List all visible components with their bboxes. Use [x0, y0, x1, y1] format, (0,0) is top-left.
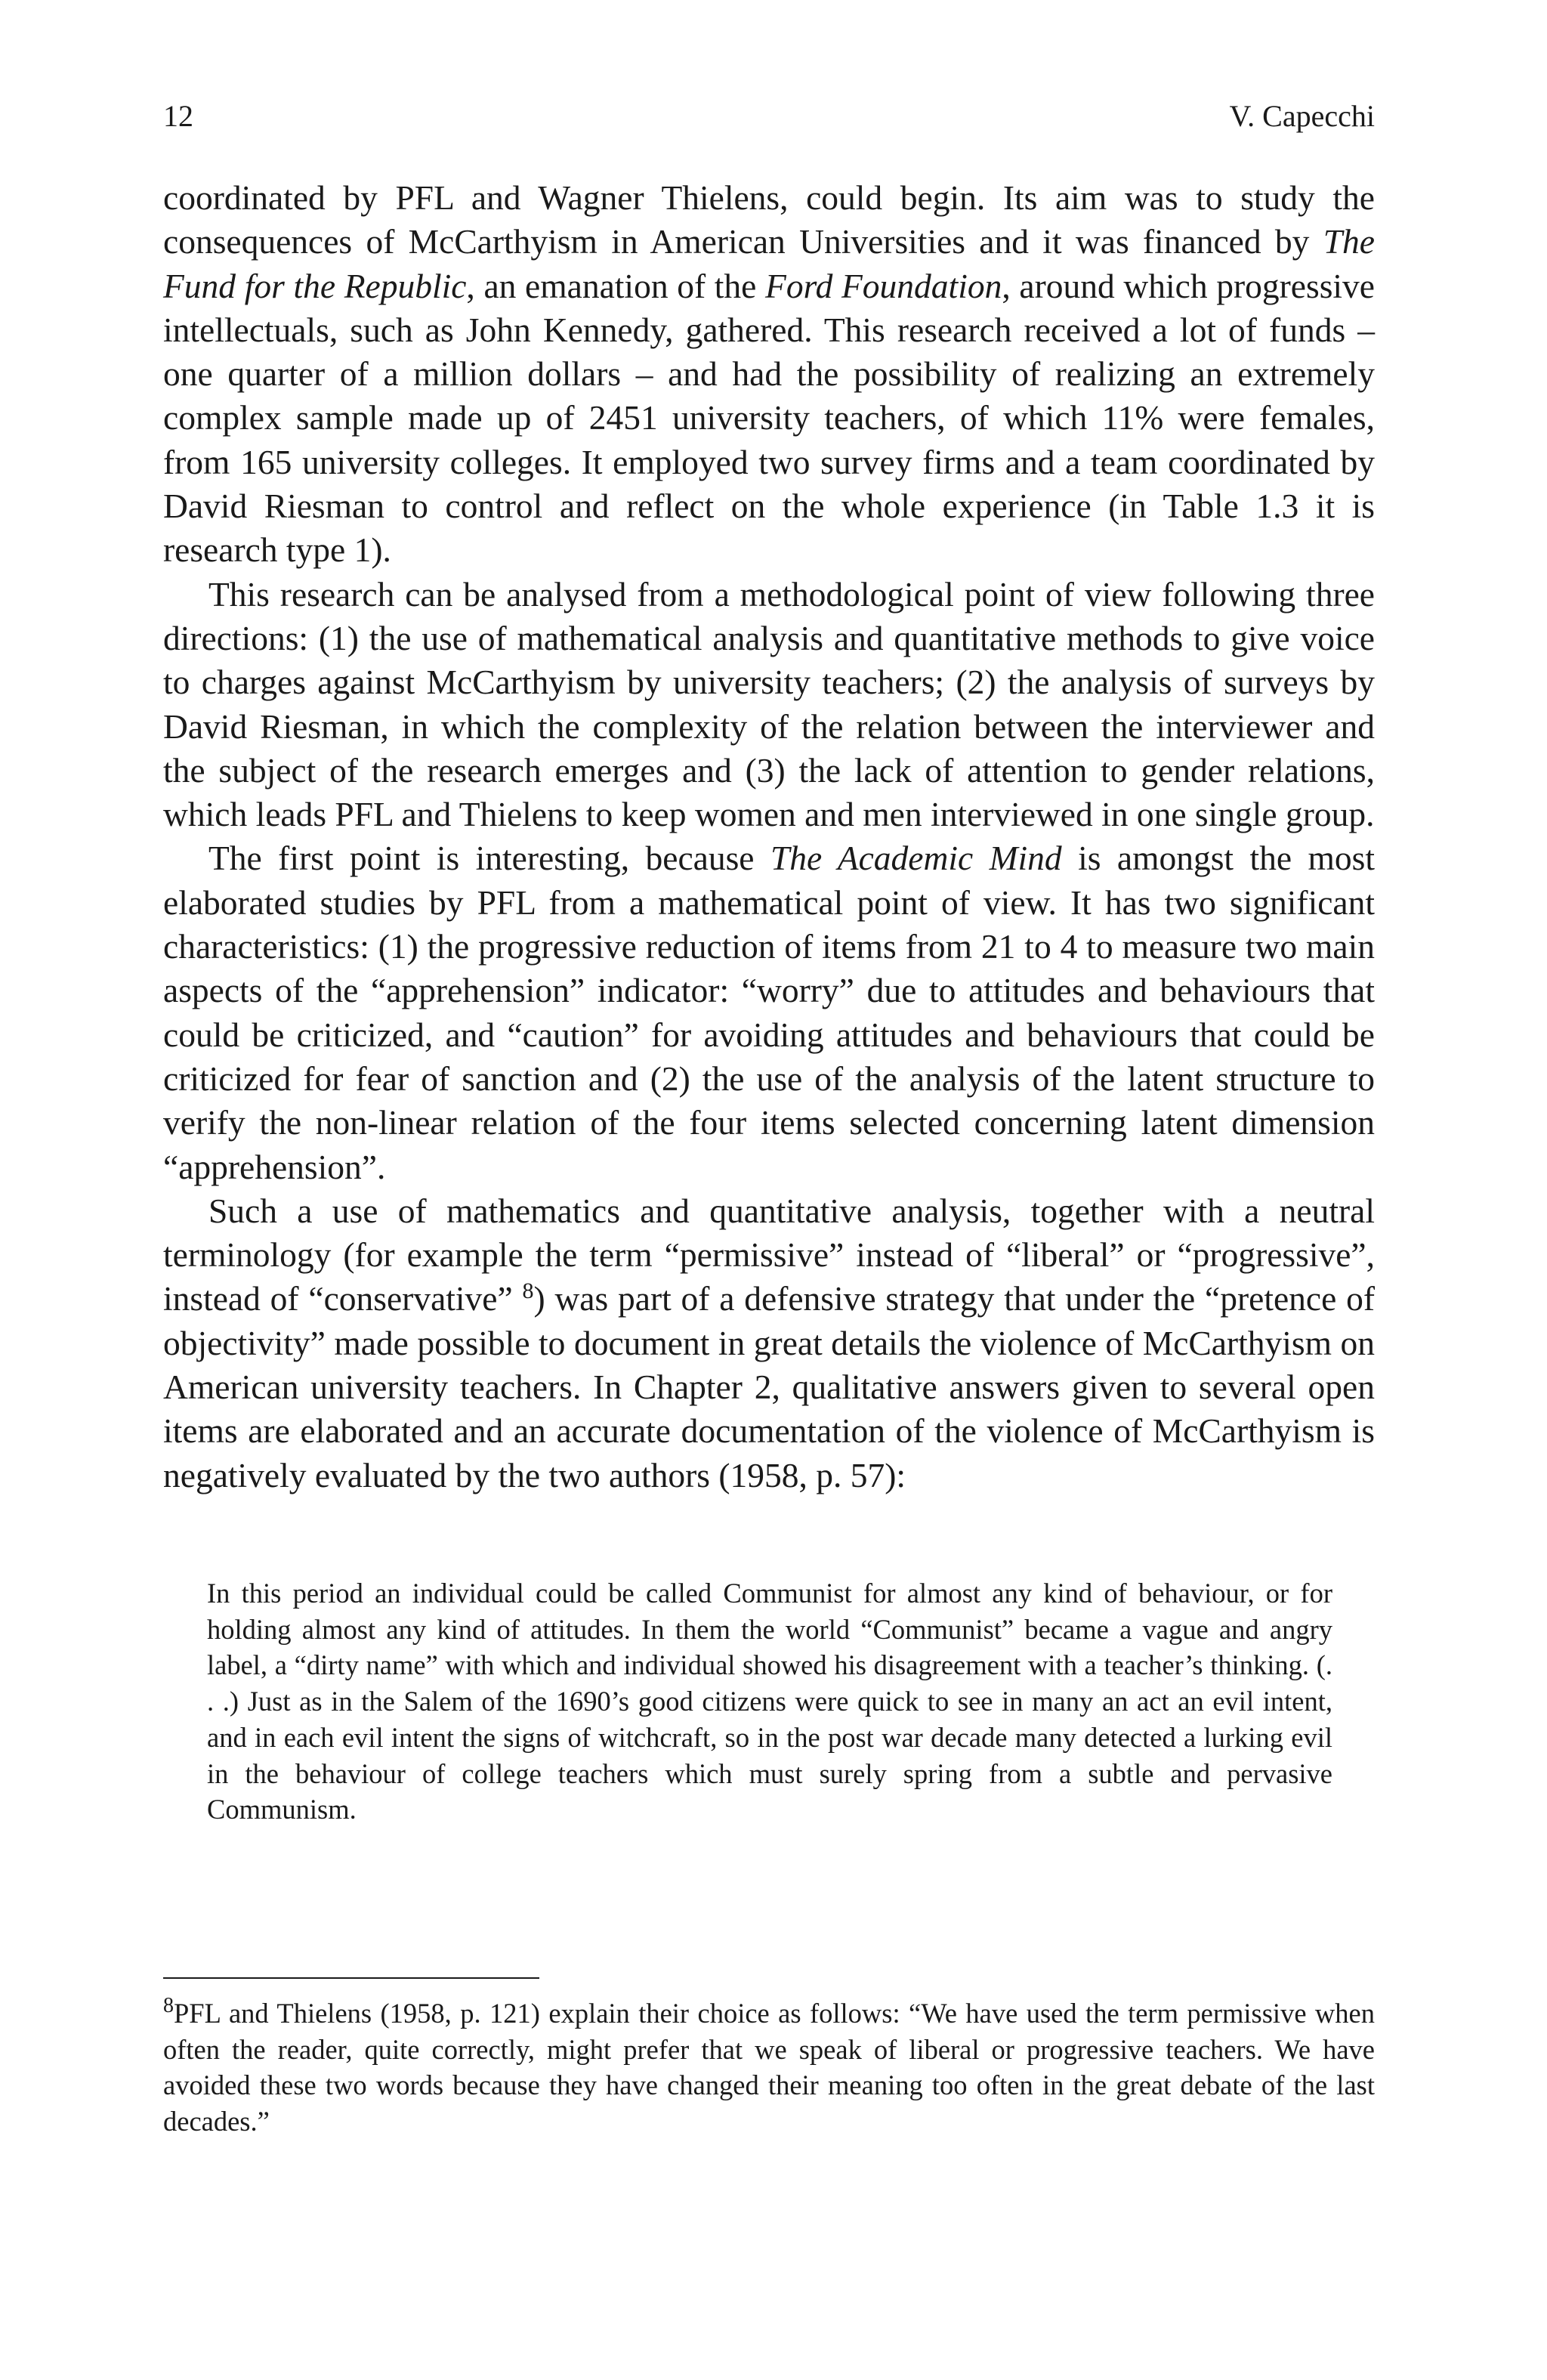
footnote-reference[interactable]: 8	[522, 1278, 534, 1304]
footnote	[163, 1995, 1375, 2140]
academic-mind-italic: The Academic Mind	[770, 839, 1062, 878]
running-head-author: V. Capecchi	[1229, 99, 1375, 133]
paragraph-1-text-b: , an emanation of the	[466, 266, 766, 305]
paragraph-4-text-b: ) was part of a defensive strategy that under the “pretence of objectivity” made possible to document in great details the violence of McCarthyism on American university teachers. In Chapter 2, qualitative answers given to several open items are elaborated and an accurate documentation of the violence of McCarthyism is negatively evaluated by the two authors (1958, p. 57):	[163, 1279, 1375, 1494]
paragraph-2: This research can be analysed from a methodological point of view following three directions: (1) the use of mathematical analysis and quantitative methods to give voice to charges against McCarthyism by university teachers; (2) the analysis of surveys by David Riesman, in which the complexity of the relation between the interviewer and the subject of the research emerges and (3) the lack of attention to gender relations, which leads PFL and Thielens to keep women and men interviewed in one single group.	[163, 574, 1375, 834]
block-quote	[207, 1575, 1332, 1828]
footnote-paragraph	[163, 1995, 1375, 2140]
paragraph-3	[163, 836, 1375, 1188]
page-number: 12	[163, 99, 193, 133]
fund-for-the-republic-italic: The Fund for the Republic	[163, 222, 1375, 305]
paragraph-1-text-c: , around which progressive intellectuals, such as John Kennedy, gathered. This research received a lot of funds – one quarter of a million dollars – and had the possibility of realizing an extremely complex sample made up of 2451 university teachers, of which 11% were females, from 165 university colleges. It employed two survey firms and a team coordinated by David Riesman to control and reflect on the whole experience (in Table 1.3 it is research type 1).	[163, 266, 1375, 570]
footnote-text: PFL and Thielens (1958, p. 121) explain their choice as follows: “We have used the term permissive when often the reader, quite correctly, might prefer that we speak of liberal or progressive teachers. We have avoided these two words because they have changed their meaning too often in the great debate of the last decades.”	[163, 1998, 1375, 2137]
paragraph-4	[163, 1189, 1375, 1498]
footnote-divider	[163, 1977, 539, 1979]
ford-foundation-italic: Ford Foundation	[765, 266, 1002, 305]
paragraph-1-text-a: coordinated by PFL and Wagner Thielens, could begin. Its aim was to study the consequences of McCarthyism in American Universities and it was financed by	[163, 178, 1375, 261]
body-text	[163, 176, 1375, 1498]
paragraph-3-text-a: The first point is interesting, because	[208, 839, 770, 878]
paragraph-1	[163, 176, 1375, 573]
block-quote-text: In this period an individual could be called Communist for almost any kind of behaviour, or for holding almost any kind of attitudes. In them the world “Communist” became a vague and angry label, a “dirty name” with which and individual showed his disagreement with a teacher’s thinking. (. . .) Just as in the Salem of the 1690’s good citizens were quick to see in many an act an evil intent, and in each evil intent the signs of witchcraft, so in the post war decade many detected a lurking evil in the behaviour of college teachers which must surely spring from a subtle and pervasive Communism.	[207, 1578, 1332, 1825]
paragraph-3-text-b: is amongst the most elaborated studies by PFL from a mathematical point of view. It has two significant characteristics: (1) the progressive reduction of items from 21 to 4 to measure two main aspects of the “apprehension” indicator: “worry” due to attitudes and behaviours that could be criticized, and “caution” for avoiding attitudes and behaviours that could be criticized for fear of sanction and (2) the use of the analysis of the latent structure to verify the non-linear relation of the four items selected concerning latent dimension “apprehension”.	[163, 839, 1375, 1186]
footnote-mark: 8	[163, 1994, 174, 2017]
running-head	[163, 98, 1375, 136]
paragraph-4-text-a: Such a use of mathematics and quantitative analysis, together with a neutral terminology (for example the term “permissive” instead of “liberal” or “progressive”, instead of “conservative”	[163, 1191, 1375, 1318]
